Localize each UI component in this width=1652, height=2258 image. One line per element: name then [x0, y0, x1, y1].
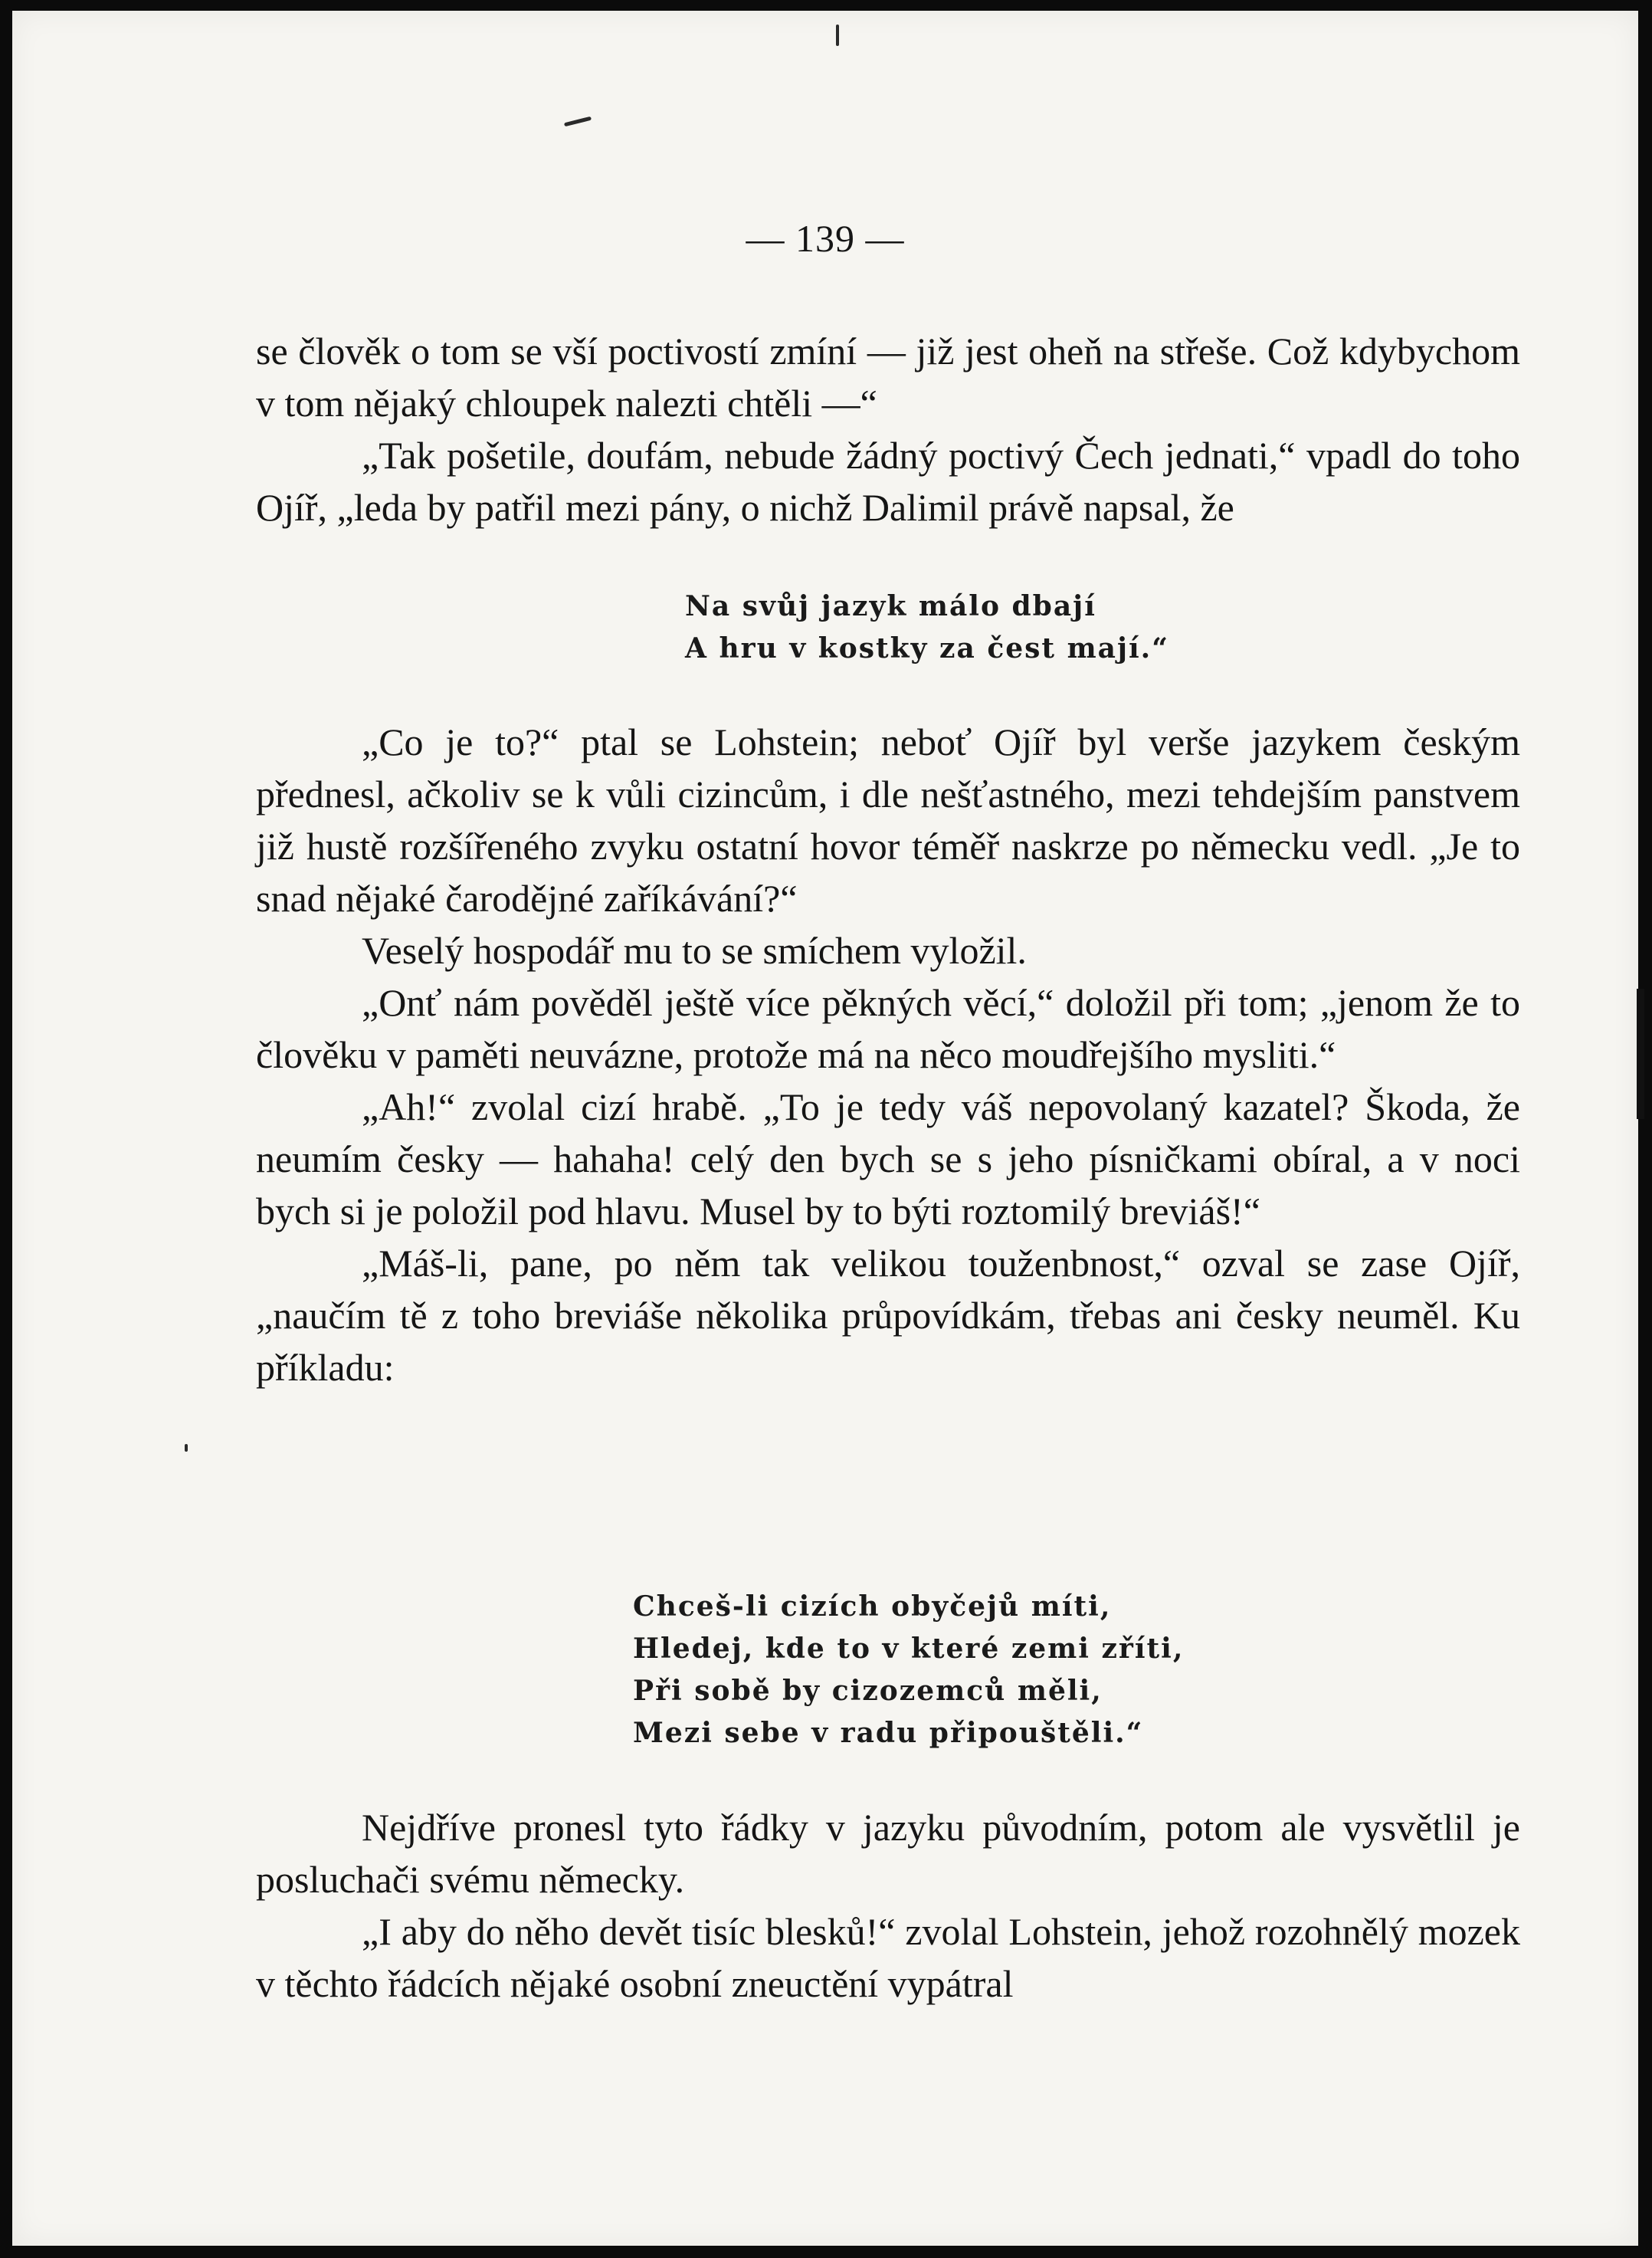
paragraph: „I aby do něho devět tisíc blesků!“ zvolal Lohstein, jehož rozohnělý mozek v těchto řádcích nějaké osobní zneuctění vypátral	[256, 1910, 1520, 2005]
text-block-bottom	[256, 1801, 1520, 2010]
verse-line: Při sobě by cizozemců měli,	[633, 1675, 1103, 1707]
verse-quote-dalimil	[685, 586, 1169, 670]
verse-line: A hru v kostky za čest mají.“	[685, 632, 1169, 665]
ink-speck	[564, 117, 592, 127]
text-block-top	[256, 325, 1520, 533]
verse-line: Mezi sebe v radu připouštěli.“	[633, 1717, 1144, 1749]
verse-quote-breviary	[633, 1586, 1184, 1754]
paragraph: „Co je to?“ ptal se Lohstein; neboť Ojíř byl verše jazykem českým přednesl, ačkoliv se k vůli cizincům, i dle nešťastného, mezi tehdejším panstvem již hustě rozšířeného zvyku ostatní hovor téměř naskrze po německu vedl. „Je to snad nějaké čarodějné zaříkávání?“	[256, 720, 1520, 920]
verse-line: Hledej, kde to v které zemi zříti,	[633, 1633, 1185, 1665]
paragraph: Nejdříve pronesl tyto řádky v jazyku původním, potom ale vysvětlil je posluchači svému německy.	[256, 1806, 1520, 1901]
page-number: — 139 —	[746, 217, 905, 260]
paragraph: „Máš-li, pane, po něm tak velikou touženbnost,“ ozval se zase Ojíř, „naučím tě z toho breviáše několika průpovídkám, třebas ani česky neuměl. Ku příkladu:	[256, 1242, 1520, 1389]
book-page	[12, 11, 1638, 2246]
text-block-middle	[256, 716, 1520, 1393]
verse-line: Chceš-li cizích obyčejů míti,	[633, 1590, 1112, 1623]
paragraph: se člověk o tom se vší poctivostí zmíní — již jest oheň na střeše. Což kdybychom v tom nějaký chloupek nalezti chtěli —“	[256, 330, 1520, 425]
paragraph: „Onť nám pověděl ještě více pěkných věcí,“ doložil při tom; „jenom že to člověku v paměti neuvázne, protože má na něco moudřejšího mysliti.“	[256, 981, 1520, 1076]
paragraph: Veselý hospodář mu to se smíchem vyložil.	[362, 929, 1027, 972]
ink-speck	[185, 1444, 188, 1452]
scan-edge-mark	[1637, 989, 1644, 1119]
paragraph: „Tak pošetile, doufám, nebude žádný poctivý Čech jednati,“ vpadl do toho Ojíř, „leda by patřil mezi pány, o nichž Dalimil právě napsal, že	[256, 434, 1520, 529]
paragraph: „Ah!“ zvolal cizí hrabě. „To je tedy váš nepovolaný kazatel? Škoda, že neumím česky — hahaha! celý den bych se s jeho písničkami obíral, a v noci bych si je položil pod hlavu. Musel by to býti roztomilý breviáš!“	[256, 1085, 1520, 1232]
ink-speck	[836, 25, 839, 46]
verse-line: Na svůj jazyk málo dbají	[685, 590, 1096, 622]
